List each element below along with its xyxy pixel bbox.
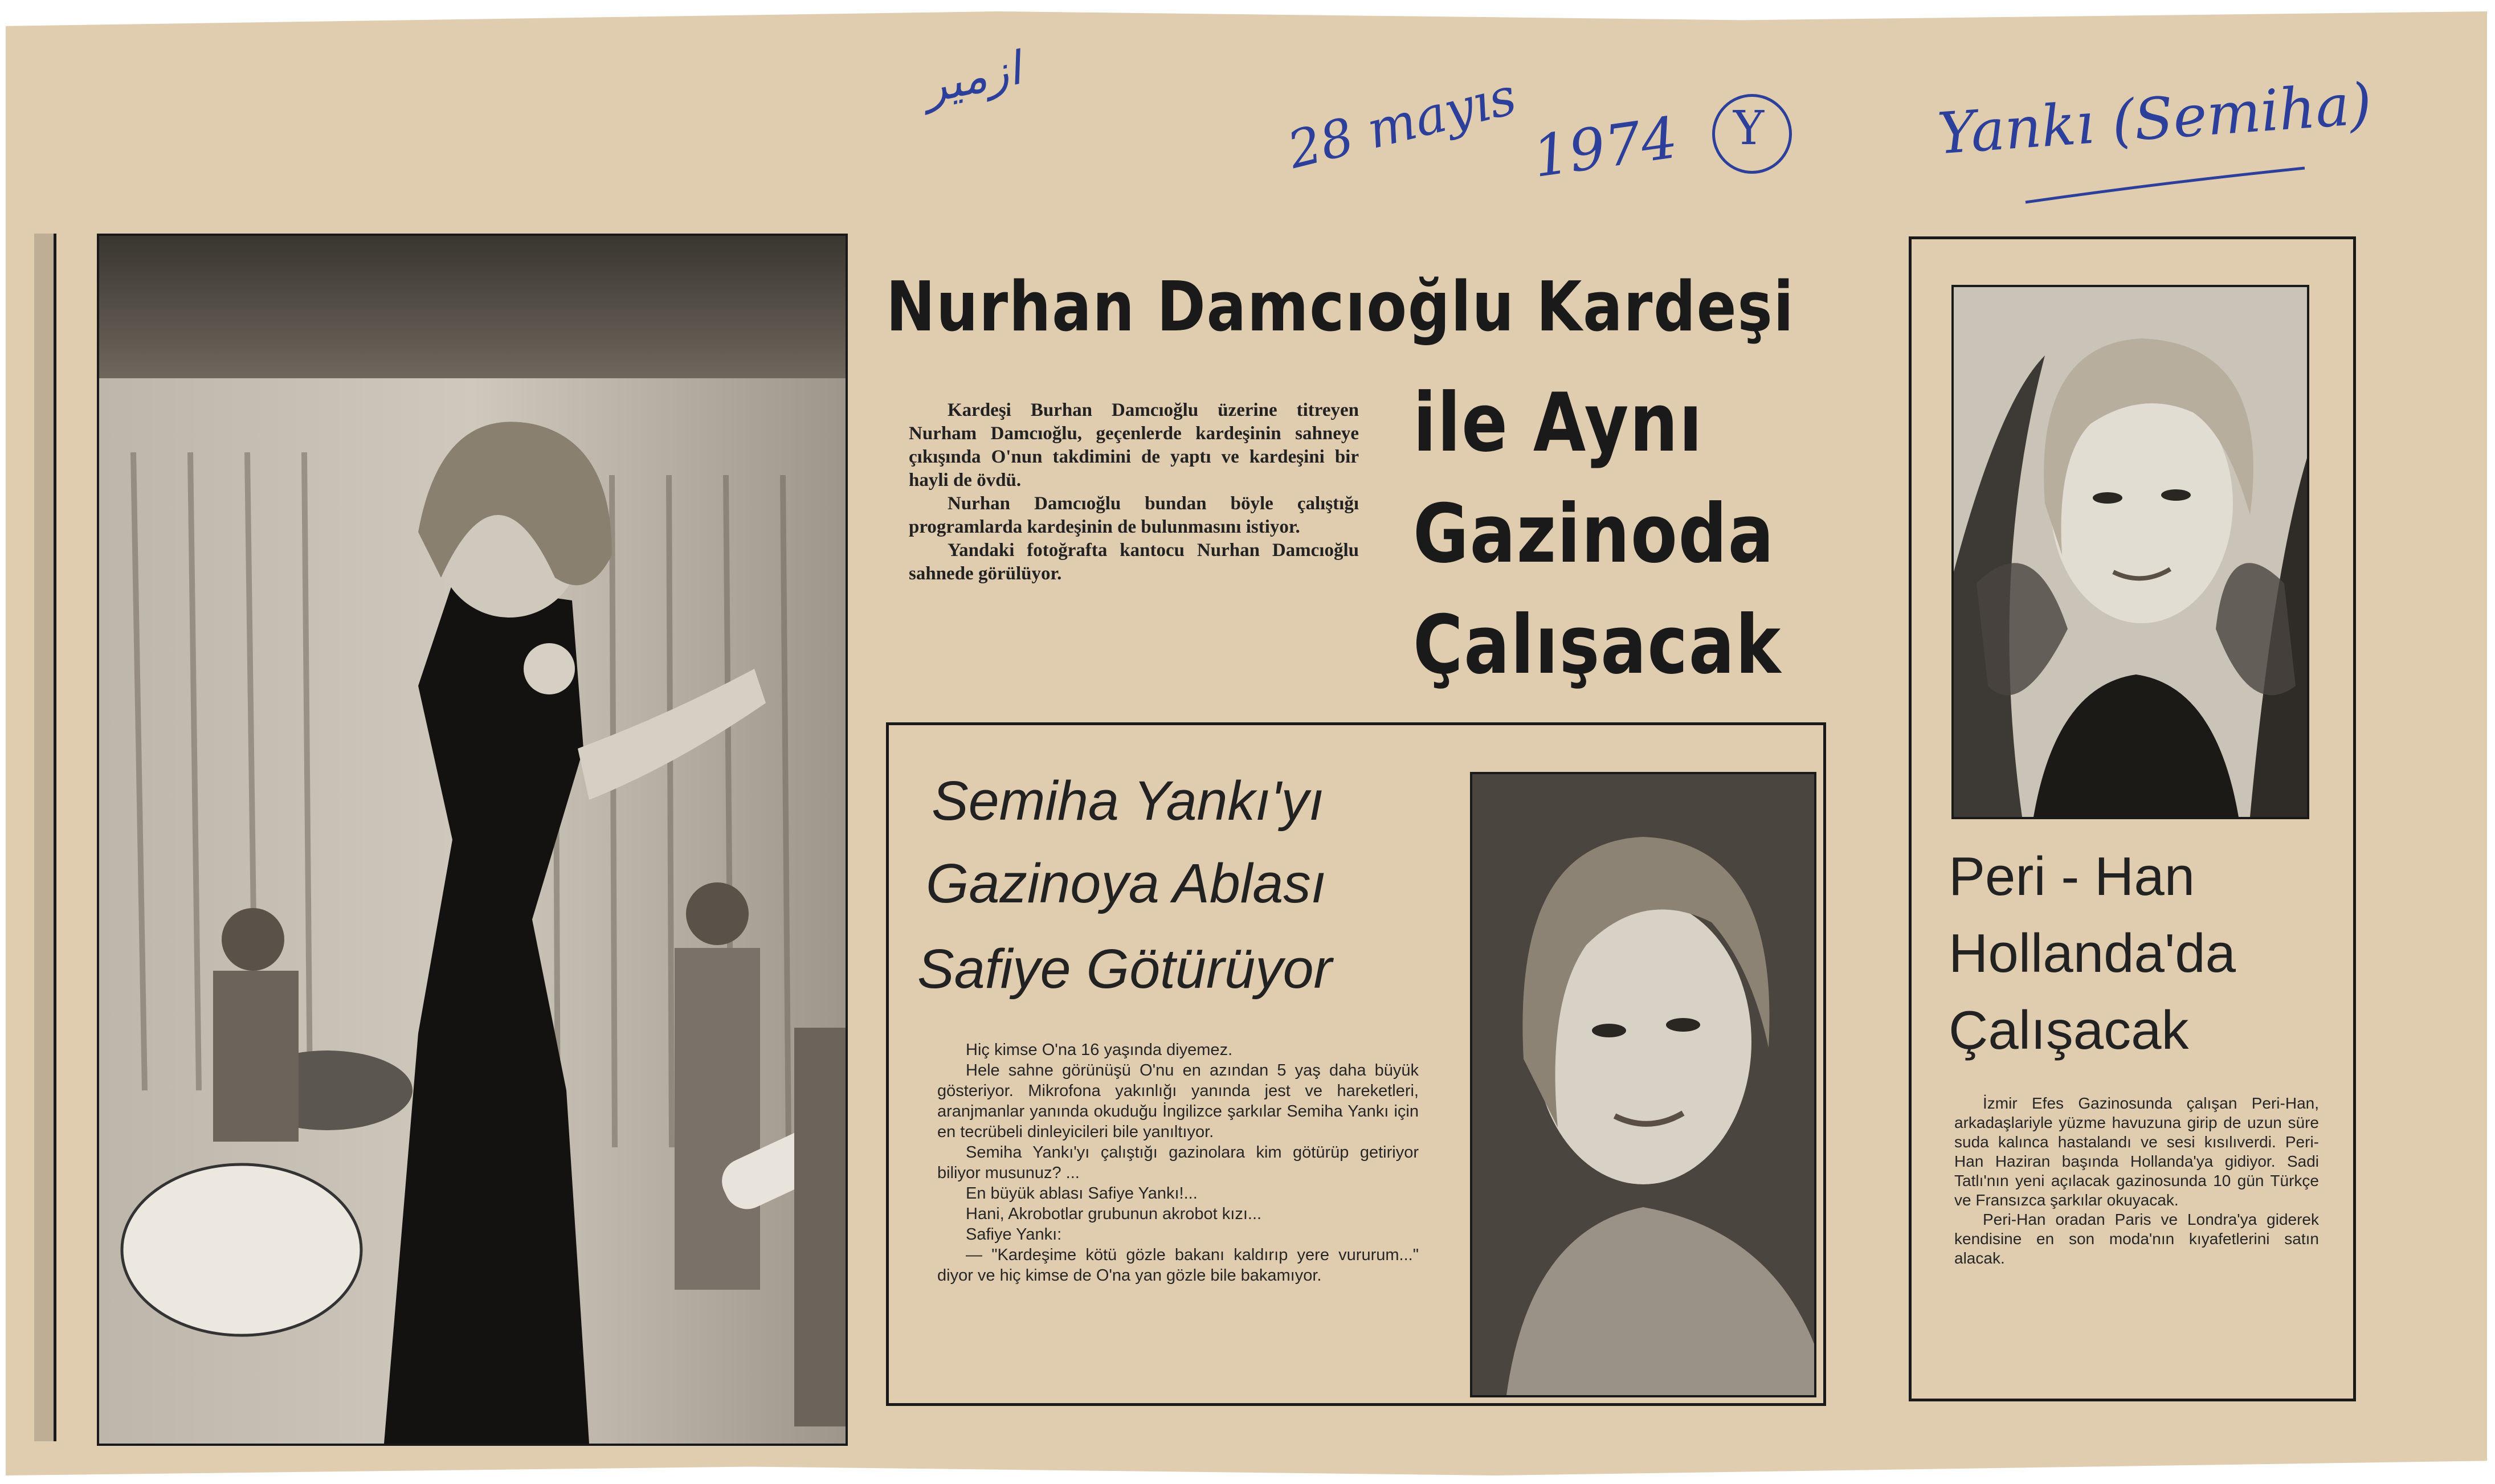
handwritten-arabic-note: ازمير: [918, 42, 1026, 114]
article1-headline-line3: Gazinoda: [1413, 487, 1775, 581]
article1-headline-line2: ile Aynı: [1413, 376, 1704, 470]
handwritten-year: 1974: [1529, 104, 1682, 191]
article1-headline-line1: Nurhan Damcıoğlu Kardeşi: [886, 268, 1795, 347]
article2-paragraph: En büyük ablası Safiye Yankı!...: [966, 1184, 1198, 1203]
article2-paragraph: — "Kardeşime kötü gözle bakanı kaldırıp yere vururum..." diyor ve hiç kimse de O'na yan gözle bile bakamıyor.: [937, 1246, 1419, 1285]
handwritten-date: 28 mayıs: [1282, 66, 1522, 181]
article3-paragraph: Peri-Han oradan Paris ve Londra'ya giderek kendisine en son moda'nın kıyafetlerini satın alacak.: [1954, 1211, 2319, 1267]
article2-paragraph: Hiç kimse O'na 16 yaşında diyemez.: [966, 1041, 1233, 1059]
article2-paragraph: Hele sahne görünüşü O'nu en azından 5 yaş daha büyük gösteriyor. Mikrofona yakınlığı yanında jest ve hareketleri, aranjmanlar yanında okuduğu İngilizce şarkılar Semiha Yankı için en tecrübeli dinleyicileri bile yanıltıyor.: [937, 1061, 1419, 1141]
portrait-graphic: [1954, 287, 2307, 817]
article1-headline-line4: Çalışacak: [1413, 598, 1782, 692]
portrait-graphic: [1472, 774, 1814, 1395]
article2-headline-line3: Safiye Götürüyor: [917, 938, 1332, 1000]
article1-paragraph: Nurhan Damcıoğlu bundan böyle çalıştığı programlarda kardeşinin de bulunmasını istiyor.: [909, 493, 1359, 537]
handwritten-source: Yankı (Semiha): [1935, 70, 2374, 167]
article3-headline-line3: Çalışacak: [1949, 1000, 2189, 1061]
semiha-portrait-photo: [1470, 772, 1816, 1397]
stage-scene-graphic: [99, 236, 846, 1444]
article3-body: [1954, 1094, 2319, 1268]
article1-paragraph: Kardeşi Burhan Damcıoğlu üzerine titreyen Nurham Damcıoğlu, geçenlerde kardeşinin sahneye çıkışında O'nun takdimini de yaptı ve kardeşini bir hayli de övdü.: [909, 400, 1359, 490]
left-edge-fragment: [34, 234, 56, 1441]
article3-paragraph: İzmir Efes Gazinosunda çalışan Peri-Han, arkadaşlariyle yüzme havuzuna girip de uzun süre suda kalınca hastalandı ve sesi kısılıverdi. Peri-Han Haziran başında Hollanda'ya gidiyor. Sadi Tatlı'nın yeni açılacak gazinosunda 10 gün Türkçe ve Fransızca şarkılar okuyacak.: [1954, 1094, 2319, 1209]
article1-paragraph: Yandaki fotoğrafta kantocu Nurhan Damcıoğlu sahnede görülüyor.: [909, 540, 1359, 584]
article2-paragraph: Safiye Yankı:: [966, 1225, 1062, 1244]
article2-headline-line1: Semiha Yankı'yı: [932, 770, 1324, 832]
article3-headline-line1: Peri - Han: [1949, 846, 2195, 907]
article2-paragraph: Semiha Yankı'yı çalıştığı gazinolara kim götürüp getiriyor biliyor musunuz? ...: [937, 1143, 1419, 1182]
article1-body: [909, 399, 1359, 586]
handwritten-underline: [2023, 162, 2308, 208]
perihan-portrait-photo: [1951, 285, 2309, 819]
stage-performance-photo: [97, 234, 848, 1446]
article2-headline-line2: Gazinoya Ablası: [926, 852, 1326, 914]
handwritten-circle-letter: Y: [1733, 101, 1765, 156]
article2-paragraph: Hani, Akrobotlar grubunun akrobot kızı...: [966, 1205, 1262, 1223]
article3-headline-line2: Hollanda'da: [1949, 923, 2236, 984]
article2-body: [937, 1040, 1419, 1286]
